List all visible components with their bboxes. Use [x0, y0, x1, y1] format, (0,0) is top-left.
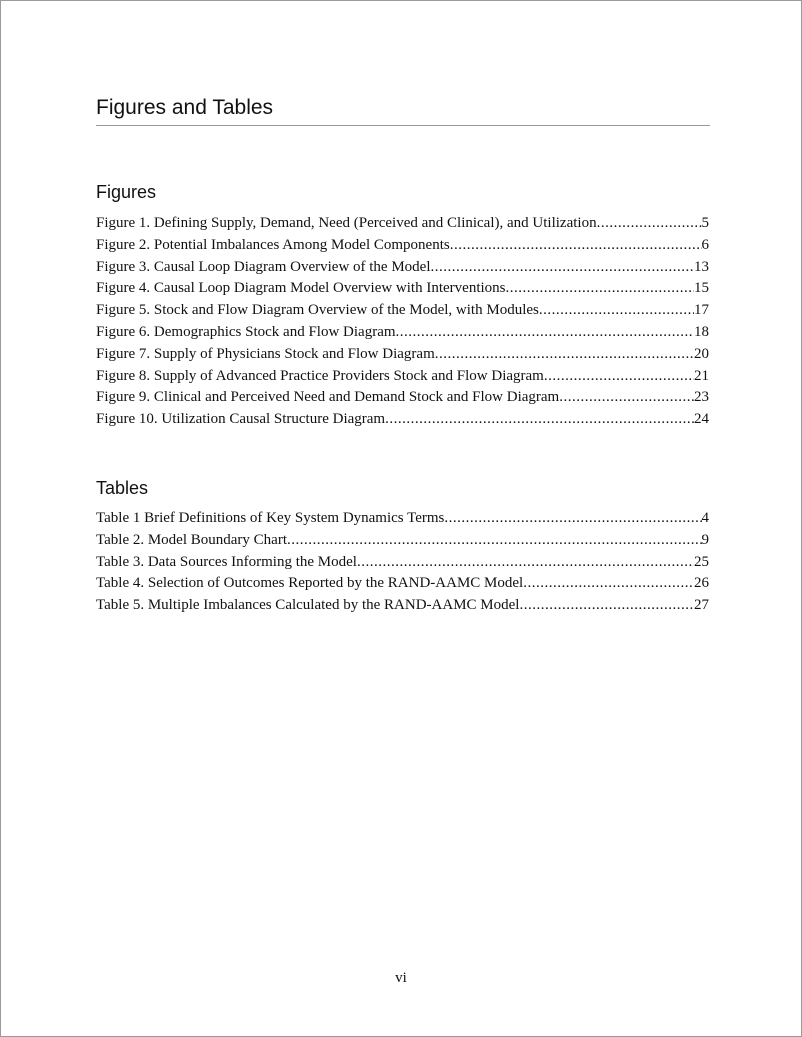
- toc-entry-table-4[interactable]: [96, 573, 709, 595]
- toc-entry-page: 9: [701, 531, 709, 548]
- toc-entry-page: 4: [701, 510, 709, 526]
- tables-heading: Tables: [96, 478, 149, 498]
- dot-leader: [559, 387, 694, 409]
- toc-entry-table-2[interactable]: [96, 530, 709, 552]
- toc-entry-page: 23: [694, 389, 709, 406]
- dot-leader: [435, 344, 694, 366]
- toc-entry-label: Figure 3. Causal Loop Diagram Overview of the Model: [96, 258, 431, 275]
- toc-entry-page: 6: [701, 236, 709, 253]
- toc-entry-page: 27: [694, 597, 709, 614]
- toc-entry-label: Table 5. Multiple Imbalances Calculated by the RAND-AAMC Model: [96, 597, 520, 614]
- dot-leader: [396, 322, 694, 344]
- dot-leader: [519, 595, 694, 617]
- toc-entry-page: 25: [694, 553, 709, 570]
- toc-entry-figure-6[interactable]: [96, 322, 709, 344]
- toc-entry-label: Figure 2. Potential Imbalances Among Model Components: [96, 236, 450, 253]
- toc-entry-figure-1[interactable]: [96, 213, 709, 235]
- dot-leader: [287, 530, 702, 552]
- toc-entry-figure-10[interactable]: [96, 409, 709, 431]
- dot-leader: [357, 552, 694, 574]
- toc-entry-page: 26: [694, 575, 709, 592]
- toc-entry-label: Figure 1. Defining Supply, Demand, Need (Perceived and Clinical), and Utilization: [96, 215, 597, 231]
- toc-entry-page: 5: [701, 215, 709, 231]
- dot-leader: [506, 278, 695, 300]
- figures-list: [96, 213, 709, 431]
- toc-entry-page: 17: [694, 302, 709, 319]
- toc-entry-label: Figure 9. Clinical and Perceived Need and Demand Stock and Flow Diagram: [96, 389, 560, 406]
- toc-entry-label: Figure 4. Causal Loop Diagram Model Overview with Interventions: [96, 280, 506, 297]
- toc-entry-label: Figure 8. Supply of Advanced Practice Providers Stock and Flow Diagram: [96, 367, 544, 384]
- title-divider: [96, 125, 710, 126]
- toc-entry-label: Figure 6. Demographics Stock and Flow Diagram: [96, 323, 396, 340]
- toc-entry-label: Table 1 Brief Definitions of Key System Dynamics Terms: [96, 510, 445, 526]
- dot-leader: [431, 257, 694, 279]
- toc-entry-page: 21: [694, 367, 709, 384]
- dot-leader: [539, 300, 694, 322]
- toc-entry-page: 20: [694, 345, 709, 362]
- toc-entry-figure-3[interactable]: [96, 257, 709, 279]
- dot-leader: [544, 366, 694, 388]
- toc-entry-label: Table 4. Selection of Outcomes Reported by the RAND-AAMC Model: [96, 575, 524, 592]
- toc-entry-table-1[interactable]: [96, 508, 709, 530]
- toc-entry-figure-7[interactable]: [96, 344, 709, 366]
- toc-entry-page: 15: [694, 280, 709, 297]
- toc-entry-label: Figure 7. Supply of Physicians Stock and Flow Diagram: [96, 345, 435, 362]
- toc-entry-figure-5[interactable]: [96, 300, 709, 322]
- toc-entry-page: 18: [694, 323, 709, 340]
- tables-list: [96, 508, 709, 617]
- toc-entry-label: Figure 5. Stock and Flow Diagram Overview of the Model, with Modules: [96, 302, 539, 319]
- figures-heading: Figures: [96, 182, 157, 202]
- toc-entry-figure-2[interactable]: [96, 235, 709, 257]
- toc-entry-page: 24: [694, 411, 709, 428]
- toc-entry-figure-9[interactable]: [96, 387, 709, 409]
- dot-leader: [597, 213, 702, 235]
- toc-entry-figure-4[interactable]: [96, 278, 709, 300]
- dot-leader: [450, 235, 702, 257]
- toc-entry-label: Figure 10. Utilization Causal Structure Diagram: [96, 411, 386, 428]
- page-number: vi: [395, 970, 407, 986]
- toc-entry-label: Table 2. Model Boundary Chart: [96, 531, 287, 548]
- page-title: Figures and Tables: [96, 96, 274, 119]
- toc-entry-label: Table 3. Data Sources Informing the Model: [96, 553, 357, 570]
- dot-leader: [444, 508, 701, 530]
- dot-leader: [385, 409, 694, 431]
- toc-entry-table-3[interactable]: [96, 552, 709, 574]
- dot-leader: [523, 573, 694, 595]
- toc-entry-table-5[interactable]: [96, 595, 709, 617]
- toc-entry-page: 13: [694, 258, 709, 275]
- toc-entry-figure-8[interactable]: [96, 366, 709, 388]
